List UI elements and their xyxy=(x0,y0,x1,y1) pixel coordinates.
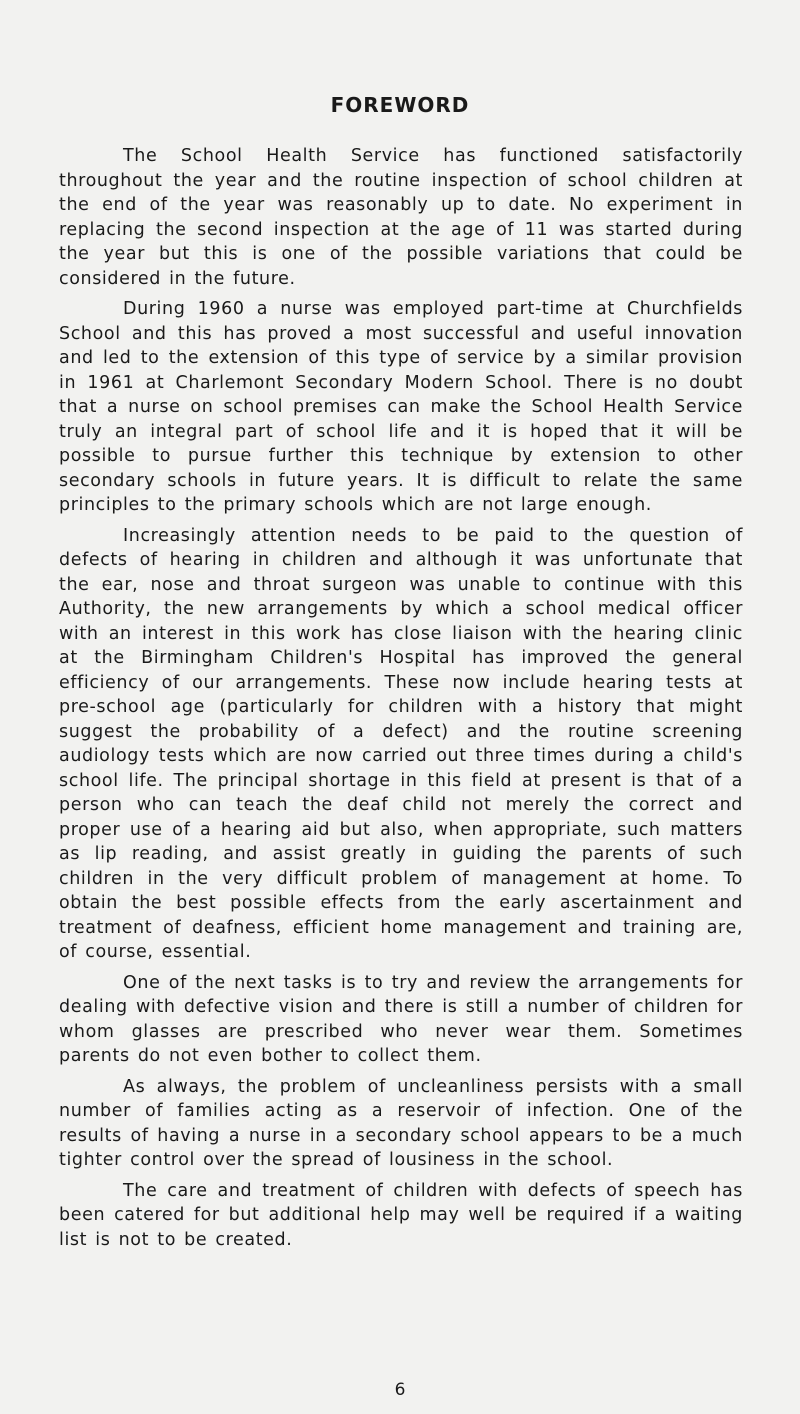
paragraph-school-nurse: During 1960 a nurse was employed part-time at Churchfields School and this has proved a most successful and useful innovation and led to the extension of this type of service by a similar provision in 1961 at Charlemont Secondary Modern School. There is no doubt that a nurse on school premises can make the School Health Service truly an integral part of school life and it is hoped that it will be possible to pursue further this technique by extension to other secondary schools in future years. It is difficult to relate the same principles to the primary schools which are not large enough. xyxy=(59,299,743,515)
page-number: 6 xyxy=(394,1380,406,1400)
foreword-body xyxy=(59,144,743,1258)
paragraph-defective-vision: One of the next tasks is to try and review the arrangements for dealing with defective vision and there is still a number of children for whom glasses are prescribed who never wear them. Sometimes parents do not even bother to collect them. xyxy=(59,972,743,1066)
paragraph-school-health-service: The School Health Service has functioned satisfactorily throughout the year and the routine inspection of school children at the end of the year was reasonably up to date. No experiment in replacing the second inspection at the age of 11 was started during the year but this is one of the possible variations that could be considered in the future. xyxy=(59,146,743,289)
paragraph-speech-defects: The care and treatment of children with defects of speech has been catered for but additional help may well be required if a waiting list is not to be created. xyxy=(59,1180,743,1250)
paragraph-uncleanliness: As always, the problem of uncleanliness persists with a small number of families acting as a reservoir of infection. One of the results of having a nurse in a secondary school appears to be a much tighter control over the spread of lousiness in the school. xyxy=(59,1076,743,1170)
paragraph-hearing-defects: Increasingly attention needs to be paid to the question of defects of hearing in children and although it was unfortunate that the ear, nose and throat surgeon was unable to continue with this Authority, the new arrangements by which a school medical officer with an interest in this work has close liaison with the hearing clinic at the Birmingham Children's Hospital has improved the general efficiency of our arrangements. These now include hearing tests at pre-school age (particularly for children with a history that might suggest the probability of a defect) and the routine screening audiology tests which are now carried out three times during a child's school life. The principal shortage in this field at present is that of a person who can teach the deaf child not merely the correct and proper use of a hearing aid but also, when appropriate, such matters as lip reading, and assist greatly in guiding the parents of such children in the very difficult problem of management at home. To obtain the best possible effects from the early ascertainment and treatment of deafness, efficient home management and training are, of course, essential. xyxy=(59,525,743,962)
page-title: FOREWORD xyxy=(330,93,470,117)
